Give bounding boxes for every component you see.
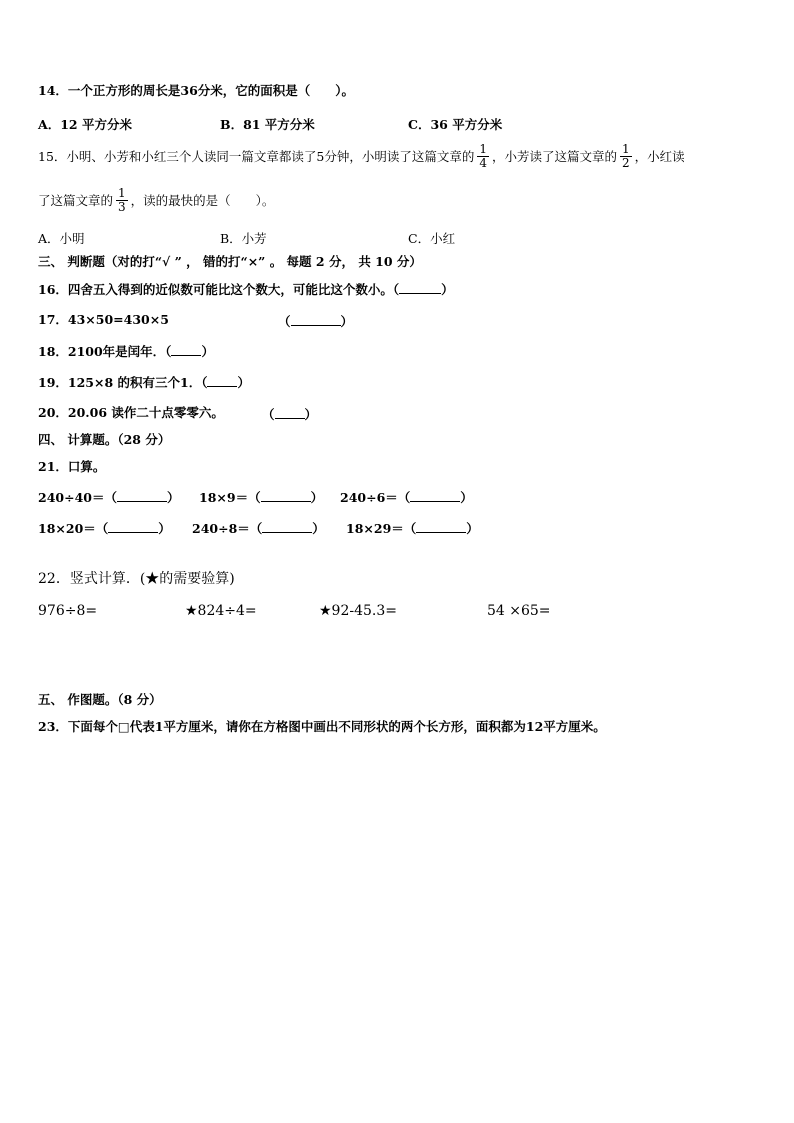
q18-text: 18．2100年是闰年．（	[38, 344, 172, 359]
section-4-title: 四、 计算题。（28 分）	[38, 432, 171, 447]
q20-close-paren: ）	[304, 407, 318, 422]
q21-item-1-close: ）	[166, 490, 180, 505]
q21-item-5-expr: 240÷8＝（	[192, 521, 263, 536]
q21-item-4	[38, 519, 171, 537]
q21-item-2	[199, 488, 323, 506]
q22-item-3: ★92-45.3=	[319, 603, 397, 619]
q16-close-paren: ）	[441, 282, 454, 297]
q15-stem-part3: ，小红读	[634, 149, 685, 164]
q15-fraction-1	[477, 143, 489, 170]
q20-answer	[262, 405, 317, 423]
q21-item-5-close: ）	[312, 521, 325, 536]
q21-item-2-blank[interactable]	[261, 489, 311, 502]
q14-stem: 14．一个正方形的周长是36分米，它的面积是（ ）。	[38, 83, 355, 98]
q14-option-a: A．12 平方分米	[38, 117, 132, 132]
q21-item-1-expr: 240÷40＝（	[38, 490, 117, 505]
q21-item-6-blank[interactable]	[416, 520, 466, 533]
q18	[38, 343, 214, 360]
q15-fraction-1-den: 4	[479, 156, 488, 170]
q19	[38, 374, 250, 391]
q17	[38, 312, 169, 328]
q15-line2-part2: ，读的最快的是（ ）。	[130, 193, 275, 208]
q21-item-1-blank[interactable]	[117, 489, 167, 502]
q21-item-4-blank[interactable]	[108, 520, 158, 533]
q15-fraction-3-den: 3	[118, 200, 126, 214]
q21-item-3-blank[interactable]	[410, 489, 460, 502]
q15-fraction-1-num: 1	[479, 142, 488, 156]
q22-item-1: 976÷8=	[38, 603, 98, 619]
q15-stem-part1: 15．小明、小芳和小红三个人读同一篇文章都读了5分钟，小明读了这篇文章的	[38, 149, 475, 164]
q22-item-4: 54 ×65=	[487, 603, 551, 619]
q15-fraction-2	[620, 143, 632, 170]
q21-item-3-close: ）	[460, 490, 473, 505]
q22-item-2: ★824÷4=	[185, 603, 257, 619]
q17-answer	[278, 312, 353, 330]
q21-item-4-expr: 18×20＝（	[38, 521, 109, 536]
q15-option-c: C．小红	[408, 231, 456, 246]
q16	[38, 281, 454, 298]
q21-item-3	[340, 488, 473, 506]
q21-title: 21．口算。	[38, 459, 106, 474]
q21-item-3-expr: 240÷6＝（	[340, 490, 411, 505]
q16-answer-blank[interactable]	[399, 281, 441, 294]
q21-item-6-close: ）	[466, 521, 479, 536]
q18-close-paren: ）	[201, 344, 214, 359]
q15-fraction-3-num: 1	[118, 186, 126, 200]
q21-item-5-blank[interactable]	[262, 520, 312, 533]
q14-option-b: B．81 平方分米	[220, 117, 315, 132]
q15-fraction-3	[116, 187, 128, 214]
q21-item-2-close: ）	[310, 490, 324, 505]
q16-text: 16．四舍五入得到的近似数可能比这个数大，可能比这个数小。（	[38, 282, 400, 297]
q18-answer-blank[interactable]	[171, 343, 201, 356]
section-5-title: 五、 作图题。（8 分）	[38, 692, 162, 707]
q23-text: 23．下面每个□代表1平方厘米，请你在方格图中画出不同形状的两个长方形，面积都为12平方厘米。	[38, 719, 606, 734]
q17-text: 17．43×50=430×5	[38, 312, 169, 327]
q17-answer-blank[interactable]	[291, 313, 341, 326]
q19-answer-blank[interactable]	[207, 374, 237, 387]
q22-title: 22．竖式计算．(★的需要验算)	[38, 571, 235, 587]
q20-text: 20．20.06 读作二十点零零六。	[38, 405, 224, 420]
q15-line1	[38, 142, 685, 172]
q21-item-4-close: ）	[158, 521, 171, 536]
q20	[38, 405, 224, 421]
q15-option-b: B．小芳	[220, 231, 267, 246]
q14-option-c: C．36 平方分米	[408, 117, 503, 132]
q15-line2-part1: 了这篇文章的	[38, 193, 114, 208]
q21-item-1	[38, 488, 179, 506]
q20-open-paren: （	[262, 407, 275, 422]
q20-answer-blank[interactable]	[275, 406, 305, 419]
q15-stem-part2: ，小芳读了这篇文章的	[492, 149, 618, 164]
q21-item-6	[346, 519, 479, 537]
section-3-title: 三、 判断题（对的打“√ ” ， 错的打“×” 。 每题 2 分， 共 10 分）	[38, 254, 422, 269]
q17-close-paren: ）	[340, 314, 354, 329]
q15-line2	[38, 186, 274, 216]
q15-option-a: A．小明	[38, 231, 85, 246]
q15-fraction-2-num: 1	[622, 142, 630, 156]
q19-close-paren: ）	[237, 375, 250, 390]
q21-item-6-expr: 18×29＝（	[346, 521, 417, 536]
q15-fraction-2-den: 2	[622, 156, 630, 170]
q21-item-5	[192, 519, 325, 537]
q19-text: 19．125×8 的积有三个1．（	[38, 375, 208, 390]
q17-open-paren: （	[278, 314, 291, 329]
q21-item-2-expr: 18×9＝（	[199, 490, 261, 505]
